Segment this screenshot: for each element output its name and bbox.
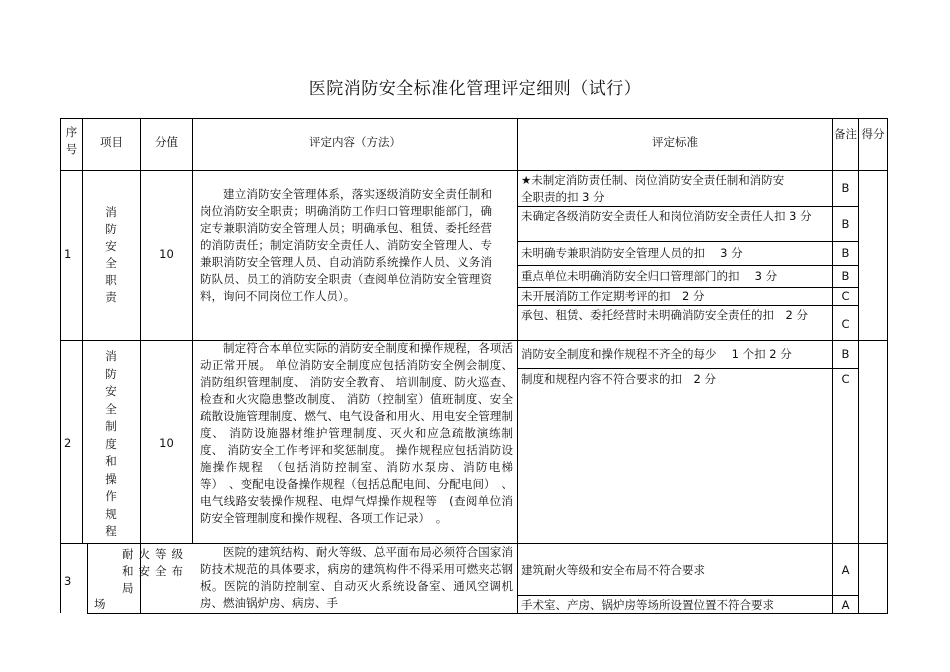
row-item-outer: 场 <box>94 597 106 611</box>
criteria-text: 制度和规程内容不符合要求的扣 2 分 <box>521 372 716 386</box>
row-item: 耐火等级和安全布局 <box>122 547 188 595</box>
criteria-grade: C <box>841 289 850 303</box>
criteria-text: 承包、租赁、委托经营时未明确消防安全责任的扣 2 分 <box>521 308 808 322</box>
header-remark: 备注 <box>834 127 857 141</box>
criteria-grade: B <box>841 246 850 260</box>
row-number: 3 <box>64 574 72 588</box>
criteria-grade: B <box>841 181 850 195</box>
criteria-text: ★未制定消防责任制、岗位消防安全责任制和消防安全职责的扣 3 分 <box>521 173 785 204</box>
row-item: 消防安全制度和操作规程 <box>105 349 117 538</box>
criteria-grade: A <box>841 598 850 612</box>
evaluation-table <box>60 118 888 613</box>
header-no: 序号 <box>65 125 78 156</box>
criteria-text: 消防安全制度和操作规程不齐全的每少 1 个扣 2 分 <box>521 347 792 361</box>
criteria-grade: A <box>841 563 850 577</box>
row-content: 医院的建筑结构、耐火等级、总平面布局必须符合国家消防技术规范的具体要求，病房的建筑构件不得采用可燃夹芯钢板。医院的消防控制室、自动灭火系统设备室、通风空调机房、燃油锅炉房、病房、手 <box>200 545 513 610</box>
criteria-grade: C <box>841 372 850 386</box>
criteria-text: 重点单位未明确消防安全归口管理部门的扣 3 分 <box>521 269 778 283</box>
criteria-grade: B <box>841 347 850 361</box>
row-score: 10 <box>159 436 174 450</box>
criteria-text: 未明确专兼职消防安全管理人员的扣 3 分 <box>521 246 743 260</box>
criteria-text: 未确定各级消防安全责任人和岗位消防安全责任人扣 3 分 <box>521 209 812 223</box>
row-item: 消防安全职责 <box>105 205 117 304</box>
header-score: 分值 <box>155 135 178 149</box>
criteria-grade: C <box>841 317 850 331</box>
header-content: 评定内容（方法） <box>309 135 401 149</box>
row-content: 制定符合本单位实际的消防安全制度和操作规程，各项活动正常开展。 单位消防安全制度应包括消防安全例会制度、 消防组织管理制度、 消防安全教育、 培训制度、防火巡查、检查和火灾隐患整改制度、 消防（控制室）值班制度、安全疏散设施管理制度、燃气、电气设备和用火、用电安全管理制度、 消防设施器材维护管理制度、灭火和应急疏散演练制度、 消防安全工作考评和奖惩制度。 操作规程应包括消防设施操作规程 （包括消防控制室、消防水泵房、消防电梯等） 、变配电设备操作规程（包括总配电间、分配电间） 、电气线路安装操作规程、电焊气焊操作规程等 (查阅单位消防安全管理制度和操作规程、各项工作记录） 。 <box>200 341 513 525</box>
header-item: 项目 <box>100 135 123 149</box>
page-title: 医院消防安全标准化管理评定细则（试行） <box>308 79 642 99</box>
criteria-text: 手术室、产房、锅炉房等场所设置位置不符合要求 <box>521 598 774 612</box>
header-get: 得分 <box>861 127 885 141</box>
row-content: 建立消防安全管理体系，落实逐级消防安全责任制和岗位消防安全职责；明确消防工作归口管理职能部门，确定专兼职消防安全管理人员；明确承包、租赁、委托经营的消防责任；制定消防安全责任人、消防安全管理人、专兼职消防安全管理人员、自动消防系统操作人员、义务消防队员、员工的消防安全职责（查阅单位消防安全管理资料，询问不同岗位工作人员）。 <box>200 187 492 303</box>
row-score: 10 <box>159 247 174 261</box>
row-number: 2 <box>64 436 72 450</box>
row-number: 1 <box>64 247 72 261</box>
header-standard: 评定标准 <box>652 135 698 149</box>
criteria-grade: B <box>841 269 850 283</box>
criteria-text: 未开展消防工作定期考评的扣 2 分 <box>521 289 705 303</box>
criteria-text: 建筑耐火等级和安全布局不符合要求 <box>521 563 705 577</box>
criteria-grade: B <box>841 217 850 231</box>
